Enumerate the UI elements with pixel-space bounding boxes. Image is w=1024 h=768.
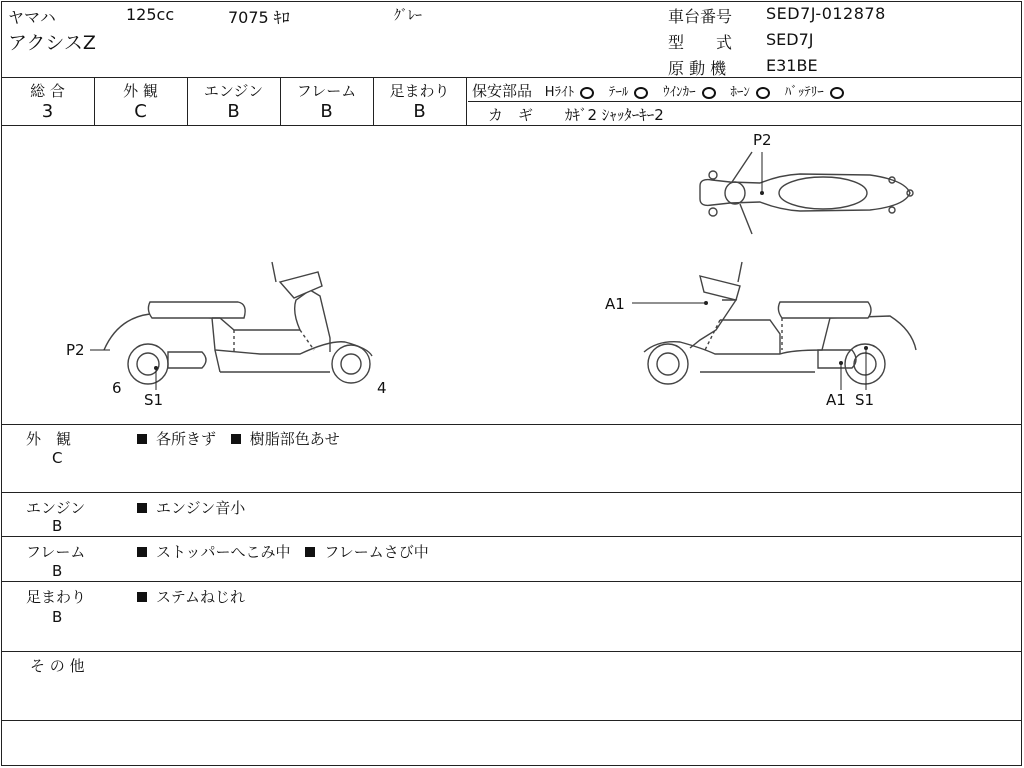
right-view-label-a1-top: A1 <box>605 295 625 313</box>
detail-category-other: そ の 他 <box>30 657 85 675</box>
top-view-label-p2: P2 <box>753 131 772 149</box>
safety-item-winker: ｳｲﾝｶｰ <box>663 85 716 100</box>
detail-grade-frame: B <box>52 562 63 580</box>
grade-value-suspension: B <box>413 101 426 122</box>
key-label: カ ギ <box>488 106 534 124</box>
maker: ヤマハ <box>8 8 56 27</box>
grade-header-engine: エンジン <box>203 82 264 100</box>
grade-value-exterior: C <box>134 101 147 122</box>
detail-category-exterior: 外 観 <box>26 430 72 448</box>
grade-header-exterior: 外 観 <box>123 82 158 100</box>
bullet-square-icon <box>137 547 147 557</box>
grade-header-frame: フレーム <box>296 82 357 100</box>
scooter-right-view <box>644 262 916 384</box>
safety-title: 保安部品 <box>472 82 533 100</box>
engine-label: 原 動 機 <box>668 59 727 78</box>
detail-category-suspension: 足まわり <box>26 588 87 606</box>
detail-grade-engine: B <box>52 517 63 535</box>
ok-circle-icon <box>634 87 648 99</box>
safety-item-horn: ﾎｰﾝ <box>730 85 770 100</box>
ok-circle-icon <box>830 87 844 99</box>
left-view-label-p2: P2 <box>66 341 85 359</box>
detail-notes-exterior: 各所きず 樹脂部色あせ <box>137 428 340 449</box>
engine-value: E31BE <box>766 56 818 75</box>
frame-no-label: 車台番号 <box>668 7 733 26</box>
grade-header-overall: 総 合 <box>30 82 65 100</box>
safety-item-headlight: Hﾗｲﾄ <box>545 85 594 100</box>
left-view-label-s1: S1 <box>144 391 164 409</box>
grade-value-frame: B <box>320 101 333 122</box>
key-value: ｶｷﾞ2 ｼｬｯﾀｰｷｰ2 <box>565 106 664 124</box>
left-view-label-6: 6 <box>112 379 122 397</box>
ok-circle-icon <box>580 87 594 99</box>
safety-item-tail: ﾃｰﾙ <box>609 85 649 100</box>
safety-parts-row <box>472 80 844 101</box>
left-view-label-4: 4 <box>377 379 387 397</box>
detail-category-engine: エンジン <box>26 499 86 517</box>
detail-notes-frame: ストッパーへこみ中 フレームさび中 <box>137 541 429 562</box>
bullet-square-icon <box>137 592 147 602</box>
detail-grade-suspension: B <box>52 608 63 626</box>
detail-grade-exterior: C <box>52 449 63 467</box>
grade-value-engine: B <box>227 101 240 122</box>
bullet-square-icon <box>137 503 147 513</box>
scooter-left-view <box>104 262 372 384</box>
bullet-square-icon <box>231 434 241 444</box>
bullet-square-icon <box>305 547 315 557</box>
frame-no: SED7J-012878 <box>766 4 886 23</box>
bullet-square-icon <box>137 434 147 444</box>
safety-item-battery: ﾊﾞｯﾃﾘｰ <box>785 85 844 100</box>
color: ｸﾞﾚｰ <box>394 8 422 24</box>
right-view-label-s1: S1 <box>855 391 875 409</box>
detail-category-frame: フレーム <box>26 543 86 561</box>
model-name: アクシスZ <box>8 32 96 54</box>
scooter-diagram <box>0 126 1022 424</box>
grade-header-suspension: 足まわり <box>389 82 450 100</box>
right-view-label-a1: A1 <box>826 391 846 409</box>
detail-notes-engine: エンジン音小 <box>137 497 245 518</box>
ok-circle-icon <box>702 87 716 99</box>
detail-notes-suspension: ステムねじれ <box>137 586 245 607</box>
scooter-top-view <box>700 152 913 234</box>
type-value: SED7J <box>766 30 814 49</box>
ok-circle-icon <box>756 87 770 99</box>
grade-value-overall: 3 <box>41 101 54 122</box>
type-label: 型 式 <box>668 33 733 52</box>
mileage: 7075 ｷﾛ <box>228 8 290 27</box>
displacement: 125cc <box>126 5 175 24</box>
